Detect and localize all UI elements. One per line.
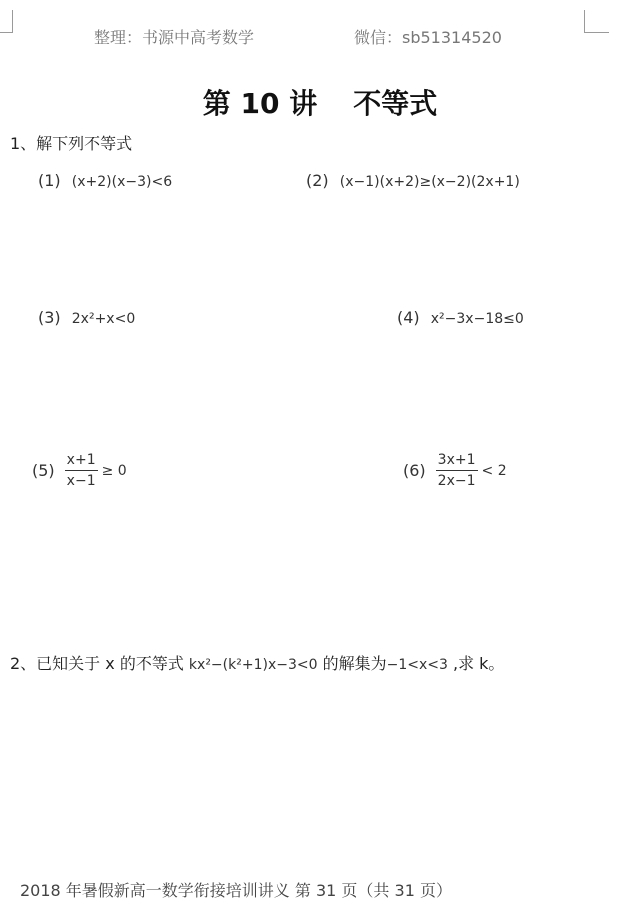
problem-number: (2) xyxy=(306,171,329,190)
expression-text: x²−3x−18≤0 xyxy=(430,311,524,327)
question-2 xyxy=(10,651,504,674)
crop-mark-top-left xyxy=(0,10,13,33)
problem-number: (3) xyxy=(38,308,61,327)
inequality xyxy=(65,452,127,489)
page-footer: 2018 年暑假新高一数学衔接培训讲义 第 31 页（共 31 页） xyxy=(20,881,452,900)
problem-5 xyxy=(32,452,127,489)
problem-3 xyxy=(38,308,135,327)
question-1-label: 1、解下列不等式 xyxy=(10,134,133,153)
question-2-middle: 的解集为 xyxy=(322,654,387,673)
fraction-denominator: 2x−1 xyxy=(437,473,476,489)
lecture-topic: 不等式 xyxy=(353,87,438,120)
fraction-numerator: 3x+1 xyxy=(436,452,478,471)
inequality xyxy=(340,174,520,190)
fraction xyxy=(65,452,98,489)
problem-number: (5) xyxy=(32,461,55,480)
inequality xyxy=(72,174,172,190)
header-left: 整理：书源中高考数学 xyxy=(94,28,255,47)
expression-text: 2x²+x<0 xyxy=(71,311,136,327)
problem-4 xyxy=(397,308,524,327)
inequality xyxy=(436,452,507,489)
problem-number: (6) xyxy=(403,461,426,480)
inequality xyxy=(431,311,524,327)
relation: ≥ 0 xyxy=(101,462,127,479)
question-2-solution: −1<x<3 xyxy=(386,657,448,673)
page-title xyxy=(0,82,640,122)
header-right: 微信：sb51314520 xyxy=(354,28,502,47)
question-2-suffix: ,求 k。 xyxy=(447,654,505,673)
fraction xyxy=(436,452,478,489)
problem-2 xyxy=(306,171,520,190)
crop-mark-top-right xyxy=(584,10,609,33)
problem-6 xyxy=(403,452,507,489)
question-2-expression: kx²−(k²+1)x−3<0 xyxy=(188,657,318,673)
relation: < 2 xyxy=(481,462,507,479)
inequality xyxy=(72,311,135,327)
fraction-denominator: x−1 xyxy=(66,473,96,489)
expression-text: (x+2)(x−3)<6 xyxy=(71,174,173,190)
problem-number: (4) xyxy=(397,308,420,327)
question-2-prefix: 2、已知关于 x 的不等式 xyxy=(10,654,184,673)
lecture-number: 第 10 讲 xyxy=(202,87,318,120)
problem-number: (1) xyxy=(38,171,61,190)
problem-1 xyxy=(38,171,172,190)
fraction-numerator: x+1 xyxy=(65,452,98,471)
expression-text: (x−1)(x+2)≥(x−2)(2x+1) xyxy=(339,174,520,190)
